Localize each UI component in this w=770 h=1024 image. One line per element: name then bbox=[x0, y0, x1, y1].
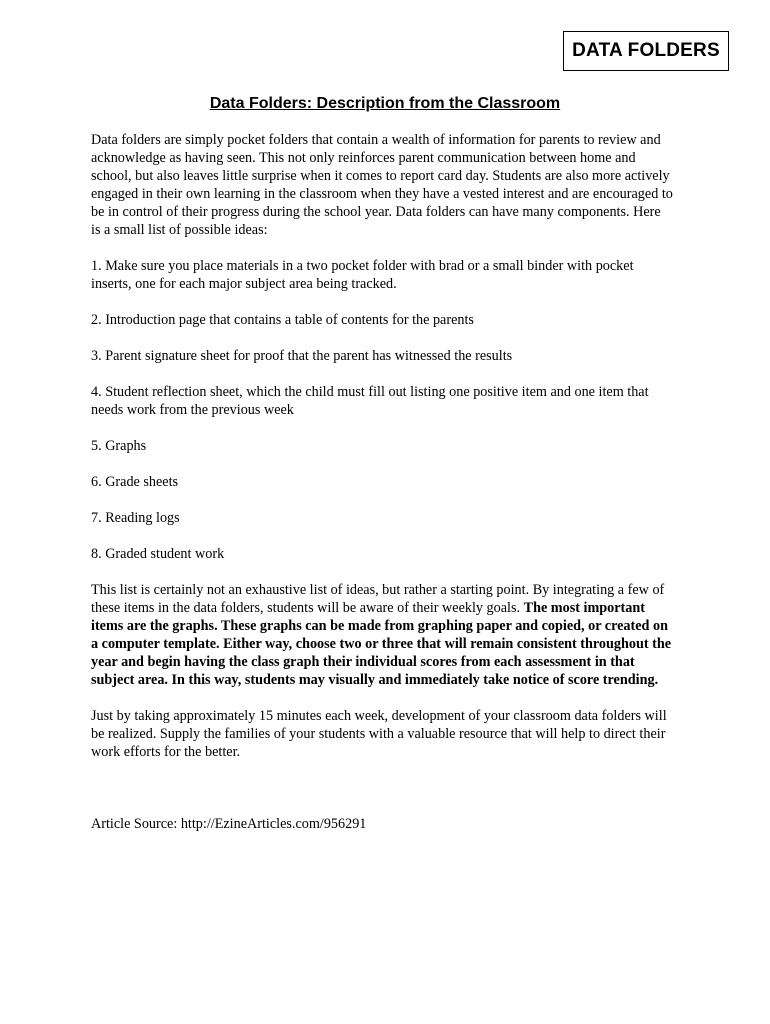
list-item: 4. Student reflection sheet, which the child must fill out listing one positive item and one item that needs work from the previous week bbox=[91, 384, 649, 418]
conclusion-plain-text: This list is certainly not an exhaustive list of ideas, but rather a starting point. By integrating a few of these items in the data folders, students will be aware of their weekly goals. bbox=[91, 582, 665, 616]
list-item: 2. Introduction page that contains a table of contents for the parents bbox=[91, 312, 474, 328]
article-source: Article Source: http://EzineArticles.com/956291 bbox=[91, 816, 367, 832]
list-item: 7. Reading logs bbox=[91, 510, 180, 526]
conclusion-bold-text: The most important items are the graphs. These graphs can be made from graphing paper and copied, or created on a computer template. Either way, choose two or three that will remain consistent throughout the year and begin having the class graph their individual scores from each assessment in that subject area. In this way, students may visually and immediately take notice of score trending. bbox=[91, 600, 672, 688]
closing-paragraph: Just by taking approximately 15 minutes each week, development of your classroom data folders will be realized. Supply the families of your students with a valuable resource that will help to direct their work efforts for the better. bbox=[91, 708, 667, 760]
list-item: 3. Parent signature sheet for proof that the parent has witnessed the results bbox=[91, 348, 513, 364]
conclusion-paragraph bbox=[91, 581, 673, 689]
page-title: Data Folders: Description from the Classroom bbox=[209, 95, 561, 112]
list-item: 5. Graphs bbox=[91, 438, 147, 454]
data-folders-badge: DATA FOLDERS bbox=[563, 31, 729, 71]
article-body bbox=[91, 131, 673, 851]
list-item: 1. Make sure you place materials in a two pocket folder with brad or a small binder with pocket inserts, one for each major subject area being tracked. bbox=[91, 258, 634, 292]
list-item: 6. Grade sheets bbox=[91, 474, 179, 490]
intro-paragraph: Data folders are simply pocket folders that contain a wealth of information for parents to review and acknowledge as having seen. This not only reinforces parent communication between home and school, but also leaves little surprise when it comes to report card day. Students are also more actively engaged in their own learning in the classroom when they have a vested interest and are encouraged to be in control of their progress during the school year. Data folders can have many components. Here is a small list of possible ideas: bbox=[91, 132, 673, 238]
list-item: 8. Graded student work bbox=[91, 546, 225, 562]
